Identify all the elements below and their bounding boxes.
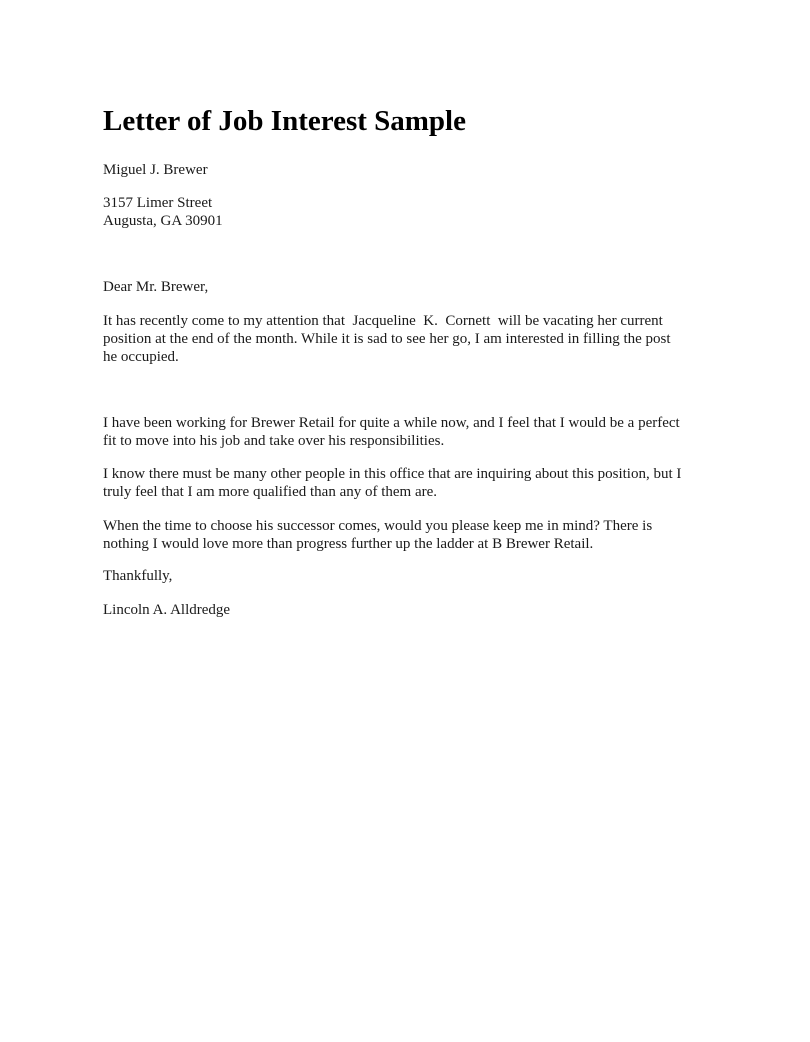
body-paragraph-4 <box>103 517 652 553</box>
paragraph-line: I have been working for Brewer Retail for quite a while now, and I feel that I would be a perfect <box>103 415 680 431</box>
salutation: Dear Mr. Brewer, <box>103 279 209 295</box>
body-paragraph-3 <box>103 465 681 501</box>
paragraph-line: truly feel that I am more qualified than any of them are. <box>103 484 438 500</box>
paragraph-line: nothing I would love more than progress further up the ladder at B Brewer Retail. <box>103 536 594 552</box>
paragraph-line: When the time to choose his successor comes, would you please keep me in mind? There is <box>103 518 653 534</box>
closing: Thankfully, <box>103 568 173 584</box>
paragraph-line: fit to move into his job and take over his responsibilities. <box>103 433 445 449</box>
signature-name: Lincoln A. Alldredge <box>103 602 231 618</box>
sender-name: Miguel J. Brewer <box>103 162 208 178</box>
paragraph-line: he occupied. <box>103 349 179 365</box>
address-street: 3157 Limer Street <box>103 195 213 211</box>
letter-content <box>103 103 713 618</box>
document-title: Letter of Job Interest Sample <box>103 105 466 137</box>
address-city-state-zip: Augusta, GA 30901 <box>103 213 223 229</box>
paragraph-line: It has recently come to my attention that Jacqueline K. Cornett will be vacating her current <box>103 313 663 329</box>
body-paragraph-1 <box>103 312 671 366</box>
sender-address <box>103 194 223 230</box>
body-paragraph-2 <box>103 414 680 450</box>
paragraph-line: I know there must be many other people in this office that are inquiring about this position, but I <box>103 466 682 482</box>
paragraph-line: position at the end of the month. While it is sad to see her go, I am interested in filling the post <box>103 331 671 347</box>
